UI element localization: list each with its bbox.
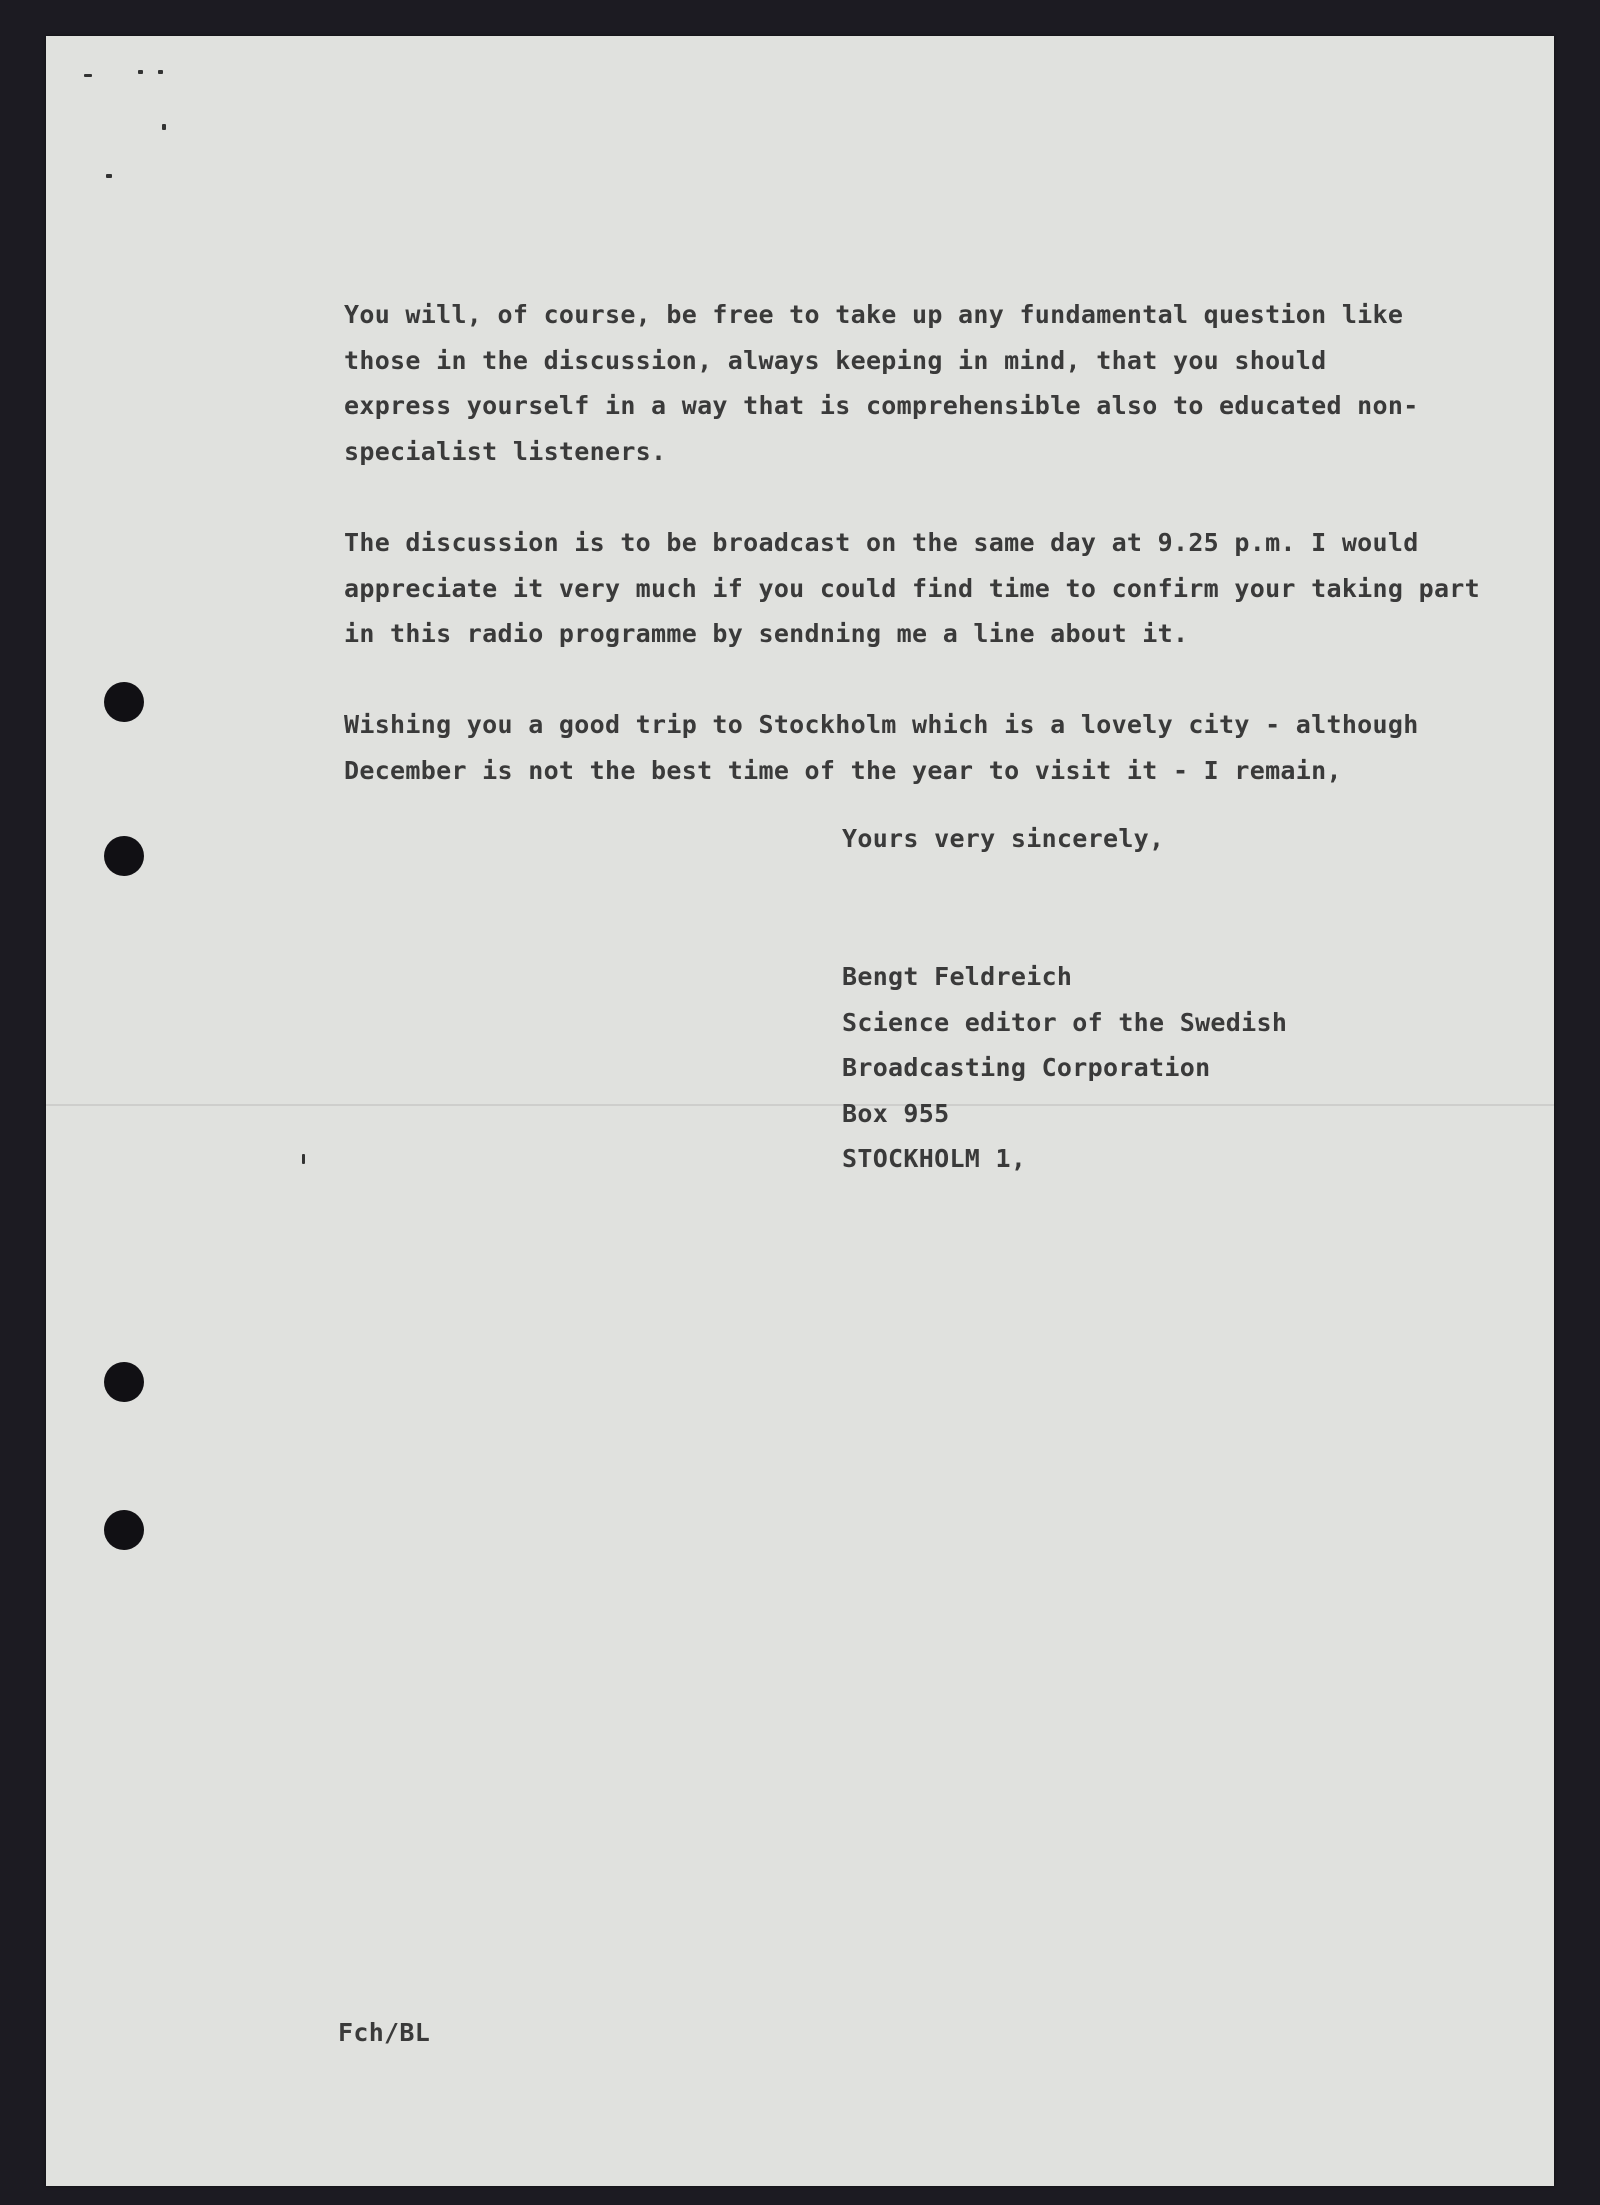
ink-speck [106,174,112,178]
signature-name: Bengt Feldreich [842,962,1073,991]
paragraph-line: December is not the best time of the year to visit it - I remain, [344,755,1342,785]
letter-page [46,36,1554,2186]
signature-box: Box 955 [842,1098,950,1128]
paragraph-line: express yourself in a way that is comprehensible also to educated non- [344,391,1419,420]
paragraph-line: specialist listeners. [344,436,667,466]
paragraph-3 [344,702,1419,793]
punch-hole-3 [104,1362,144,1402]
signature-city: STOCKHOLM 1, [842,1144,1027,1173]
ink-speck [84,74,92,77]
paragraph-line: in this radio programme by sendning me a line about it. [344,619,1189,648]
paragraph-1 [344,292,1419,474]
closing-line: Yours very sincerely, [842,824,1165,853]
paragraph-line: those in the discussion, always keeping in mind, that you should [344,345,1327,375]
paragraph-line: You will, of course, be free to take up any fundamental question like [344,300,1404,329]
paragraph-line: appreciate it very much if you could find time to confirm your taking part [344,573,1480,603]
paragraph-line: The discussion is to be broadcast on the same day at 9.25 p.m. I would [344,528,1419,557]
ink-speck [158,70,163,74]
signature-title: Science editor of the Swedish [842,1007,1288,1037]
reference-initials: Fch/BL [338,2018,431,2047]
punch-hole-2 [104,836,144,876]
signature-organization: Broadcasting Corporation [842,1053,1211,1082]
ink-speck [138,70,143,74]
ink-speck [302,1154,305,1164]
punch-hole-4 [104,1510,144,1550]
punch-hole-1 [104,682,144,722]
ink-speck [162,124,166,130]
paragraph-line: Wishing you a good trip to Stockholm which is a lovely city - although [344,710,1419,739]
signature-block [842,954,1287,1182]
paper-fold-line [46,1104,1554,1106]
paragraph-2 [344,520,1480,657]
